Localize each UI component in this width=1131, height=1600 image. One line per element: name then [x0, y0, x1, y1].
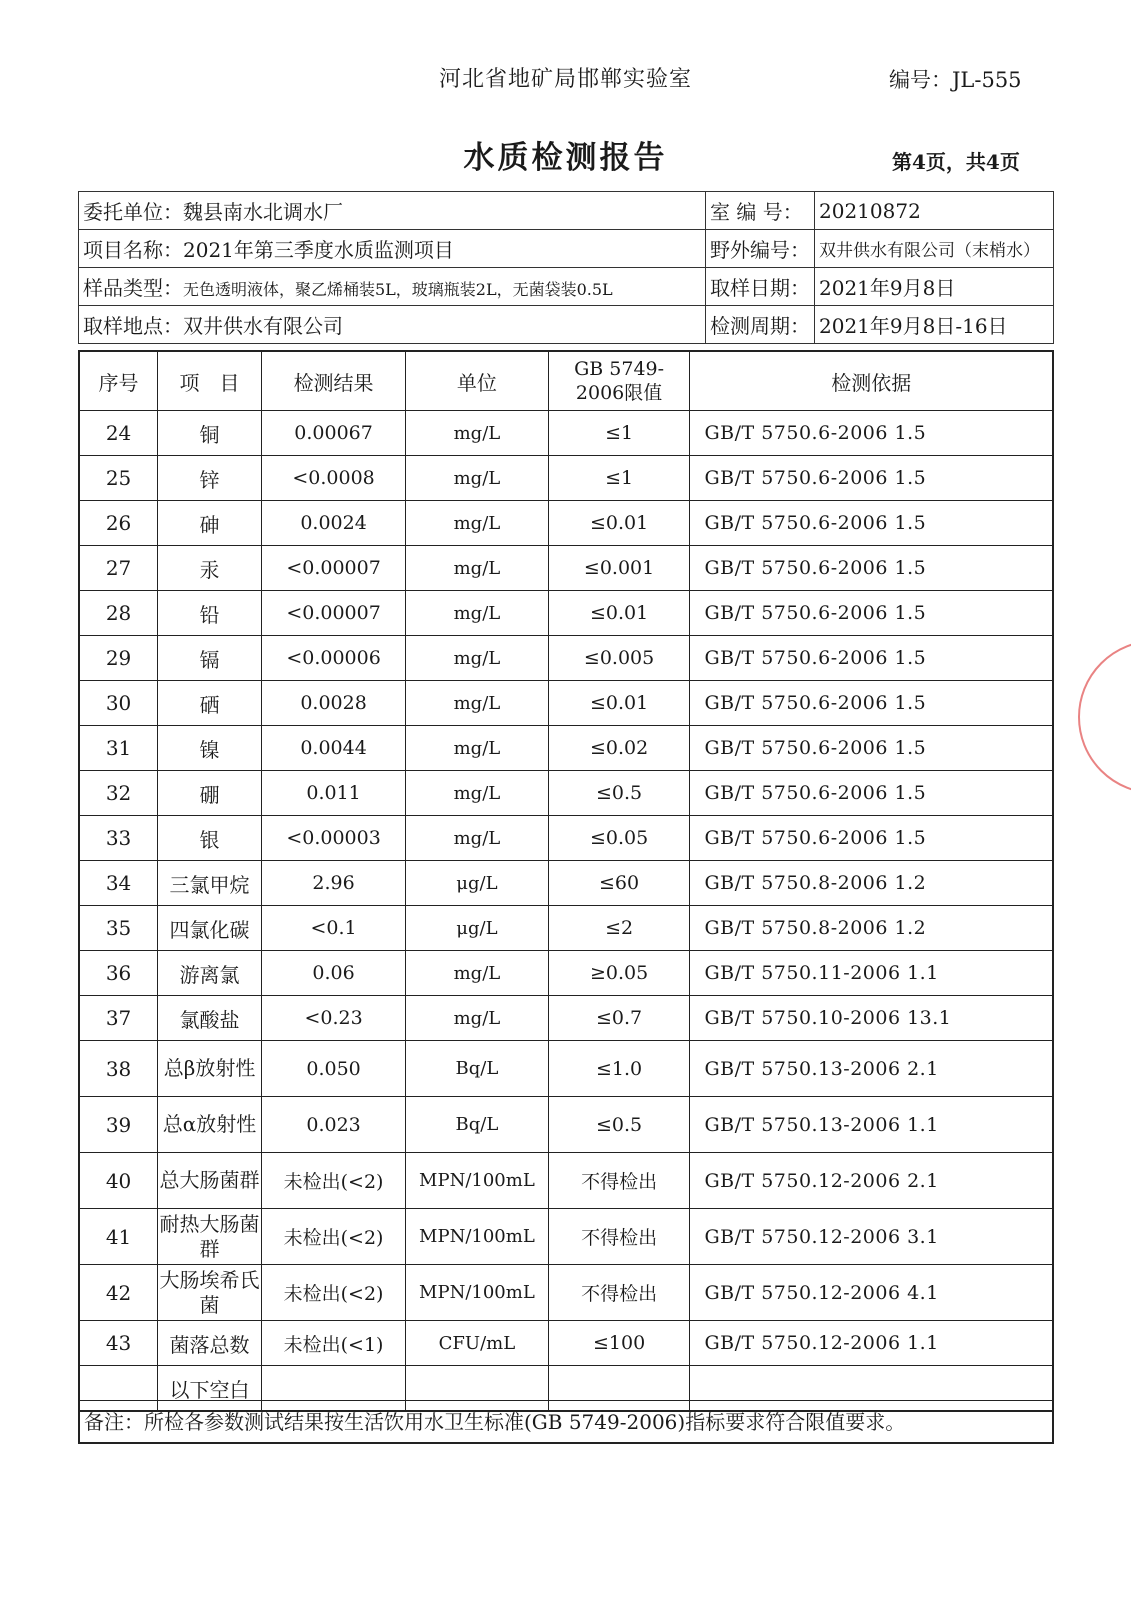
- row-basis: GB/T 5750.6-2006 1.5: [690, 591, 1053, 636]
- row-item: 总α放射性: [158, 1097, 262, 1153]
- row-item: 以下空白: [158, 1366, 262, 1412]
- table-row: [79, 1153, 1053, 1209]
- row-unit: CFU/mL: [406, 1321, 549, 1366]
- row-limit: 不得检出: [548, 1209, 690, 1265]
- row-item: 游离氯: [158, 951, 262, 996]
- header-limit-line2: 2006限值: [575, 382, 663, 404]
- header-limit: [548, 351, 690, 411]
- row-result: 0.011: [262, 771, 406, 816]
- header-item: 项 目: [158, 351, 262, 411]
- header-no: 序号: [79, 351, 158, 411]
- row-limit: ≤60: [548, 861, 690, 906]
- results-header-row: [79, 351, 1053, 411]
- row-basis: GB/T 5750.6-2006 1.5: [690, 771, 1053, 816]
- period-value: 2021年9月8日-16日: [815, 306, 1054, 344]
- info-row-project: [79, 230, 1054, 268]
- row-unit: MPN/100mL: [406, 1265, 549, 1321]
- row-basis: GB/T 5750.6-2006 1.5: [690, 546, 1053, 591]
- results-table: [78, 350, 1054, 1412]
- page-info: 第4页，共4页: [892, 150, 1020, 174]
- row-limit: ≤0.005: [548, 636, 690, 681]
- table-row: [79, 591, 1053, 636]
- row-item: 菌落总数: [158, 1321, 262, 1366]
- row-limit: ≤0.5: [548, 1097, 690, 1153]
- row-result: 未检出(<2): [262, 1209, 406, 1265]
- row-unit: Bq/L: [406, 1041, 549, 1097]
- table-row: [79, 411, 1053, 456]
- row-basis: GB/T 5750.6-2006 1.5: [690, 411, 1053, 456]
- row-result: 未检出(<2): [262, 1265, 406, 1321]
- row-unit: mg/L: [406, 771, 549, 816]
- row-limit: ≥0.05: [548, 951, 690, 996]
- table-row: [79, 726, 1053, 771]
- sampling-date-value: 2021年9月8日: [815, 268, 1054, 306]
- project-value: 2021年第三季度水质监测项目: [183, 238, 454, 262]
- row-no: 43: [79, 1321, 158, 1366]
- location-label: 取样地点：: [83, 314, 183, 338]
- room-no-label: 室 编 号：: [706, 192, 815, 230]
- table-row: [79, 501, 1053, 546]
- row-item: 汞: [158, 546, 262, 591]
- client-label: 委托单位：: [83, 200, 183, 224]
- row-item: 硼: [158, 771, 262, 816]
- table-row: [79, 996, 1053, 1041]
- row-basis: GB/T 5750.6-2006 1.5: [690, 501, 1053, 546]
- row-limit: ≤1: [548, 456, 690, 501]
- row-basis: GB/T 5750.13-2006 1.1: [690, 1097, 1053, 1153]
- sample-type-label: 样品类型：: [83, 276, 183, 300]
- location-cell: [79, 306, 706, 344]
- row-no: 36: [79, 951, 158, 996]
- row-result: 未检出(<2): [262, 1153, 406, 1209]
- row-item: 大肠埃希氏菌: [158, 1265, 262, 1321]
- row-no: 32: [79, 771, 158, 816]
- row-result: 0.0024: [262, 501, 406, 546]
- row-result: 0.0044: [262, 726, 406, 771]
- project-cell: [79, 230, 706, 268]
- field-no-label: 野外编号：: [706, 230, 815, 268]
- row-no: 28: [79, 591, 158, 636]
- row-limit: ≤0.01: [548, 681, 690, 726]
- row-result: 未检出(<1): [262, 1321, 406, 1366]
- red-seal-stamp: [1078, 640, 1131, 794]
- row-result: <0.00007: [262, 591, 406, 636]
- row-basis: GB/T 5750.6-2006 1.5: [690, 456, 1053, 501]
- info-table: [78, 191, 1054, 344]
- sample-type-cell: [79, 268, 706, 306]
- row-unit: mg/L: [406, 951, 549, 996]
- row-limit: ≤0.7: [548, 996, 690, 1041]
- row-no: 39: [79, 1097, 158, 1153]
- row-result: 0.0028: [262, 681, 406, 726]
- row-unit: mg/L: [406, 636, 549, 681]
- row-result: <0.00007: [262, 546, 406, 591]
- location-value: 双井供水有限公司: [183, 314, 343, 338]
- row-limit: 不得检出: [548, 1265, 690, 1321]
- row-no: 29: [79, 636, 158, 681]
- field-no-value: 双井供水有限公司（末梢水）: [815, 230, 1054, 268]
- table-row: [79, 681, 1053, 726]
- row-item: 氯酸盐: [158, 996, 262, 1041]
- row-result: <0.00006: [262, 636, 406, 681]
- row-no: 30: [79, 681, 158, 726]
- row-item: 总大肠菌群: [158, 1153, 262, 1209]
- row-item: 四氯化碳: [158, 906, 262, 951]
- row-unit: MPN/100mL: [406, 1209, 549, 1265]
- row-unit: MPN/100mL: [406, 1153, 549, 1209]
- row-limit: ≤0.01: [548, 501, 690, 546]
- row-unit: mg/L: [406, 591, 549, 636]
- lab-name: 河北省地矿局邯郸实验室: [438, 67, 692, 92]
- row-limit: ≤1.0: [548, 1041, 690, 1097]
- row-limit: ≤0.02: [548, 726, 690, 771]
- table-row: [79, 636, 1053, 681]
- row-unit: mg/L: [406, 456, 549, 501]
- row-basis: GB/T 5750.12-2006 4.1: [690, 1265, 1053, 1321]
- row-basis: GB/T 5750.11-2006 1.1: [690, 951, 1053, 996]
- row-item: 砷: [158, 501, 262, 546]
- row-basis: GB/T 5750.6-2006 1.5: [690, 816, 1053, 861]
- row-basis: GB/T 5750.13-2006 2.1: [690, 1041, 1053, 1097]
- room-no-value: 20210872: [815, 192, 1054, 230]
- row-basis: GB/T 5750.12-2006 2.1: [690, 1153, 1053, 1209]
- row-basis: GB/T 5750.8-2006 1.2: [690, 906, 1053, 951]
- row-no: 37: [79, 996, 158, 1041]
- row-no: 40: [79, 1153, 158, 1209]
- row-item: 锌: [158, 456, 262, 501]
- project-label: 项目名称：: [83, 238, 183, 262]
- row-result: <0.23: [262, 996, 406, 1041]
- row-no: 31: [79, 726, 158, 771]
- row-basis: GB/T 5750.10-2006 13.1: [690, 996, 1053, 1041]
- row-result: <0.1: [262, 906, 406, 951]
- row-basis: GB/T 5750.6-2006 1.5: [690, 636, 1053, 681]
- row-basis: GB/T 5750.8-2006 1.2: [690, 861, 1053, 906]
- row-result: 0.06: [262, 951, 406, 996]
- report-title: 水质检测报告: [463, 140, 668, 176]
- sample-type-value: 无色透明液体，聚乙烯桶装5L，玻璃瓶装2L，无菌袋装0.5L: [183, 280, 613, 299]
- row-unit: mg/L: [406, 501, 549, 546]
- row-item: 银: [158, 816, 262, 861]
- header-unit: 单位: [406, 351, 549, 411]
- sampling-date-label: 取样日期：: [706, 268, 815, 306]
- row-limit: ≤1: [548, 411, 690, 456]
- row-result: 0.050: [262, 1041, 406, 1097]
- row-unit: Bq/L: [406, 1097, 549, 1153]
- row-result: <0.0008: [262, 456, 406, 501]
- row-no: 38: [79, 1041, 158, 1097]
- info-row-client: [79, 192, 1054, 230]
- row-no: 27: [79, 546, 158, 591]
- report-code: 编号：JL-555: [889, 68, 1022, 92]
- row-no: 25: [79, 456, 158, 501]
- table-row: [79, 906, 1053, 951]
- row-item: 镉: [158, 636, 262, 681]
- table-row: [79, 456, 1053, 501]
- row-limit: ≤0.5: [548, 771, 690, 816]
- row-item: 硒: [158, 681, 262, 726]
- row-unit: mg/L: [406, 411, 549, 456]
- row-basis: GB/T 5750.12-2006 3.1: [690, 1209, 1053, 1265]
- row-unit: μg/L: [406, 861, 549, 906]
- header-result: 检测结果: [262, 351, 406, 411]
- table-row: [79, 771, 1053, 816]
- table-row: [79, 1041, 1053, 1097]
- table-row: [79, 1097, 1053, 1153]
- row-unit: μg/L: [406, 906, 549, 951]
- period-label: 检测周期：: [706, 306, 815, 344]
- row-no: 41: [79, 1209, 158, 1265]
- table-row: [79, 816, 1053, 861]
- row-limit: 不得检出: [548, 1153, 690, 1209]
- table-row: [79, 1209, 1053, 1265]
- row-limit: ≤0.01: [548, 591, 690, 636]
- row-result: 0.023: [262, 1097, 406, 1153]
- row-limit: ≤0.001: [548, 546, 690, 591]
- table-row: [79, 861, 1053, 906]
- row-item: 铅: [158, 591, 262, 636]
- row-unit: mg/L: [406, 726, 549, 771]
- row-basis: GB/T 5750.6-2006 1.5: [690, 681, 1053, 726]
- row-item: 镍: [158, 726, 262, 771]
- row-unit: mg/L: [406, 816, 549, 861]
- row-limit: ≤0.05: [548, 816, 690, 861]
- row-no: 33: [79, 816, 158, 861]
- row-item: 耐热大肠菌群: [158, 1209, 262, 1265]
- remarks: 备注：所检各参数测试结果按生活饮用水卫生标准(GB 5749-2006)指标要求符合限值要求。: [78, 1400, 1054, 1444]
- row-basis: GB/T 5750.6-2006 1.5: [690, 726, 1053, 771]
- row-no: 42: [79, 1265, 158, 1321]
- row-result: 0.00067: [262, 411, 406, 456]
- table-row: [79, 1265, 1053, 1321]
- row-item: 铜: [158, 411, 262, 456]
- client-value: 魏县南水北调水厂: [183, 200, 343, 224]
- row-limit: ≤2: [548, 906, 690, 951]
- row-no: 24: [79, 411, 158, 456]
- row-basis: GB/T 5750.12-2006 1.1: [690, 1321, 1053, 1366]
- row-unit: mg/L: [406, 546, 549, 591]
- header-basis: 检测依据: [690, 351, 1053, 411]
- row-no: 26: [79, 501, 158, 546]
- row-unit: mg/L: [406, 996, 549, 1041]
- info-row-sample-type: [79, 268, 1054, 306]
- header-limit-line1: GB 5749-: [574, 358, 665, 380]
- row-item: 总β放射性: [158, 1041, 262, 1097]
- row-result: <0.00003: [262, 816, 406, 861]
- row-limit: ≤100: [548, 1321, 690, 1366]
- row-result: 2.96: [262, 861, 406, 906]
- table-row: [79, 951, 1053, 996]
- row-no: 34: [79, 861, 158, 906]
- row-no: 35: [79, 906, 158, 951]
- table-row: [79, 1321, 1053, 1366]
- row-unit: mg/L: [406, 681, 549, 726]
- client-cell: [79, 192, 706, 230]
- row-item: 三氯甲烷: [158, 861, 262, 906]
- info-row-location: [79, 306, 1054, 344]
- table-row: [79, 546, 1053, 591]
